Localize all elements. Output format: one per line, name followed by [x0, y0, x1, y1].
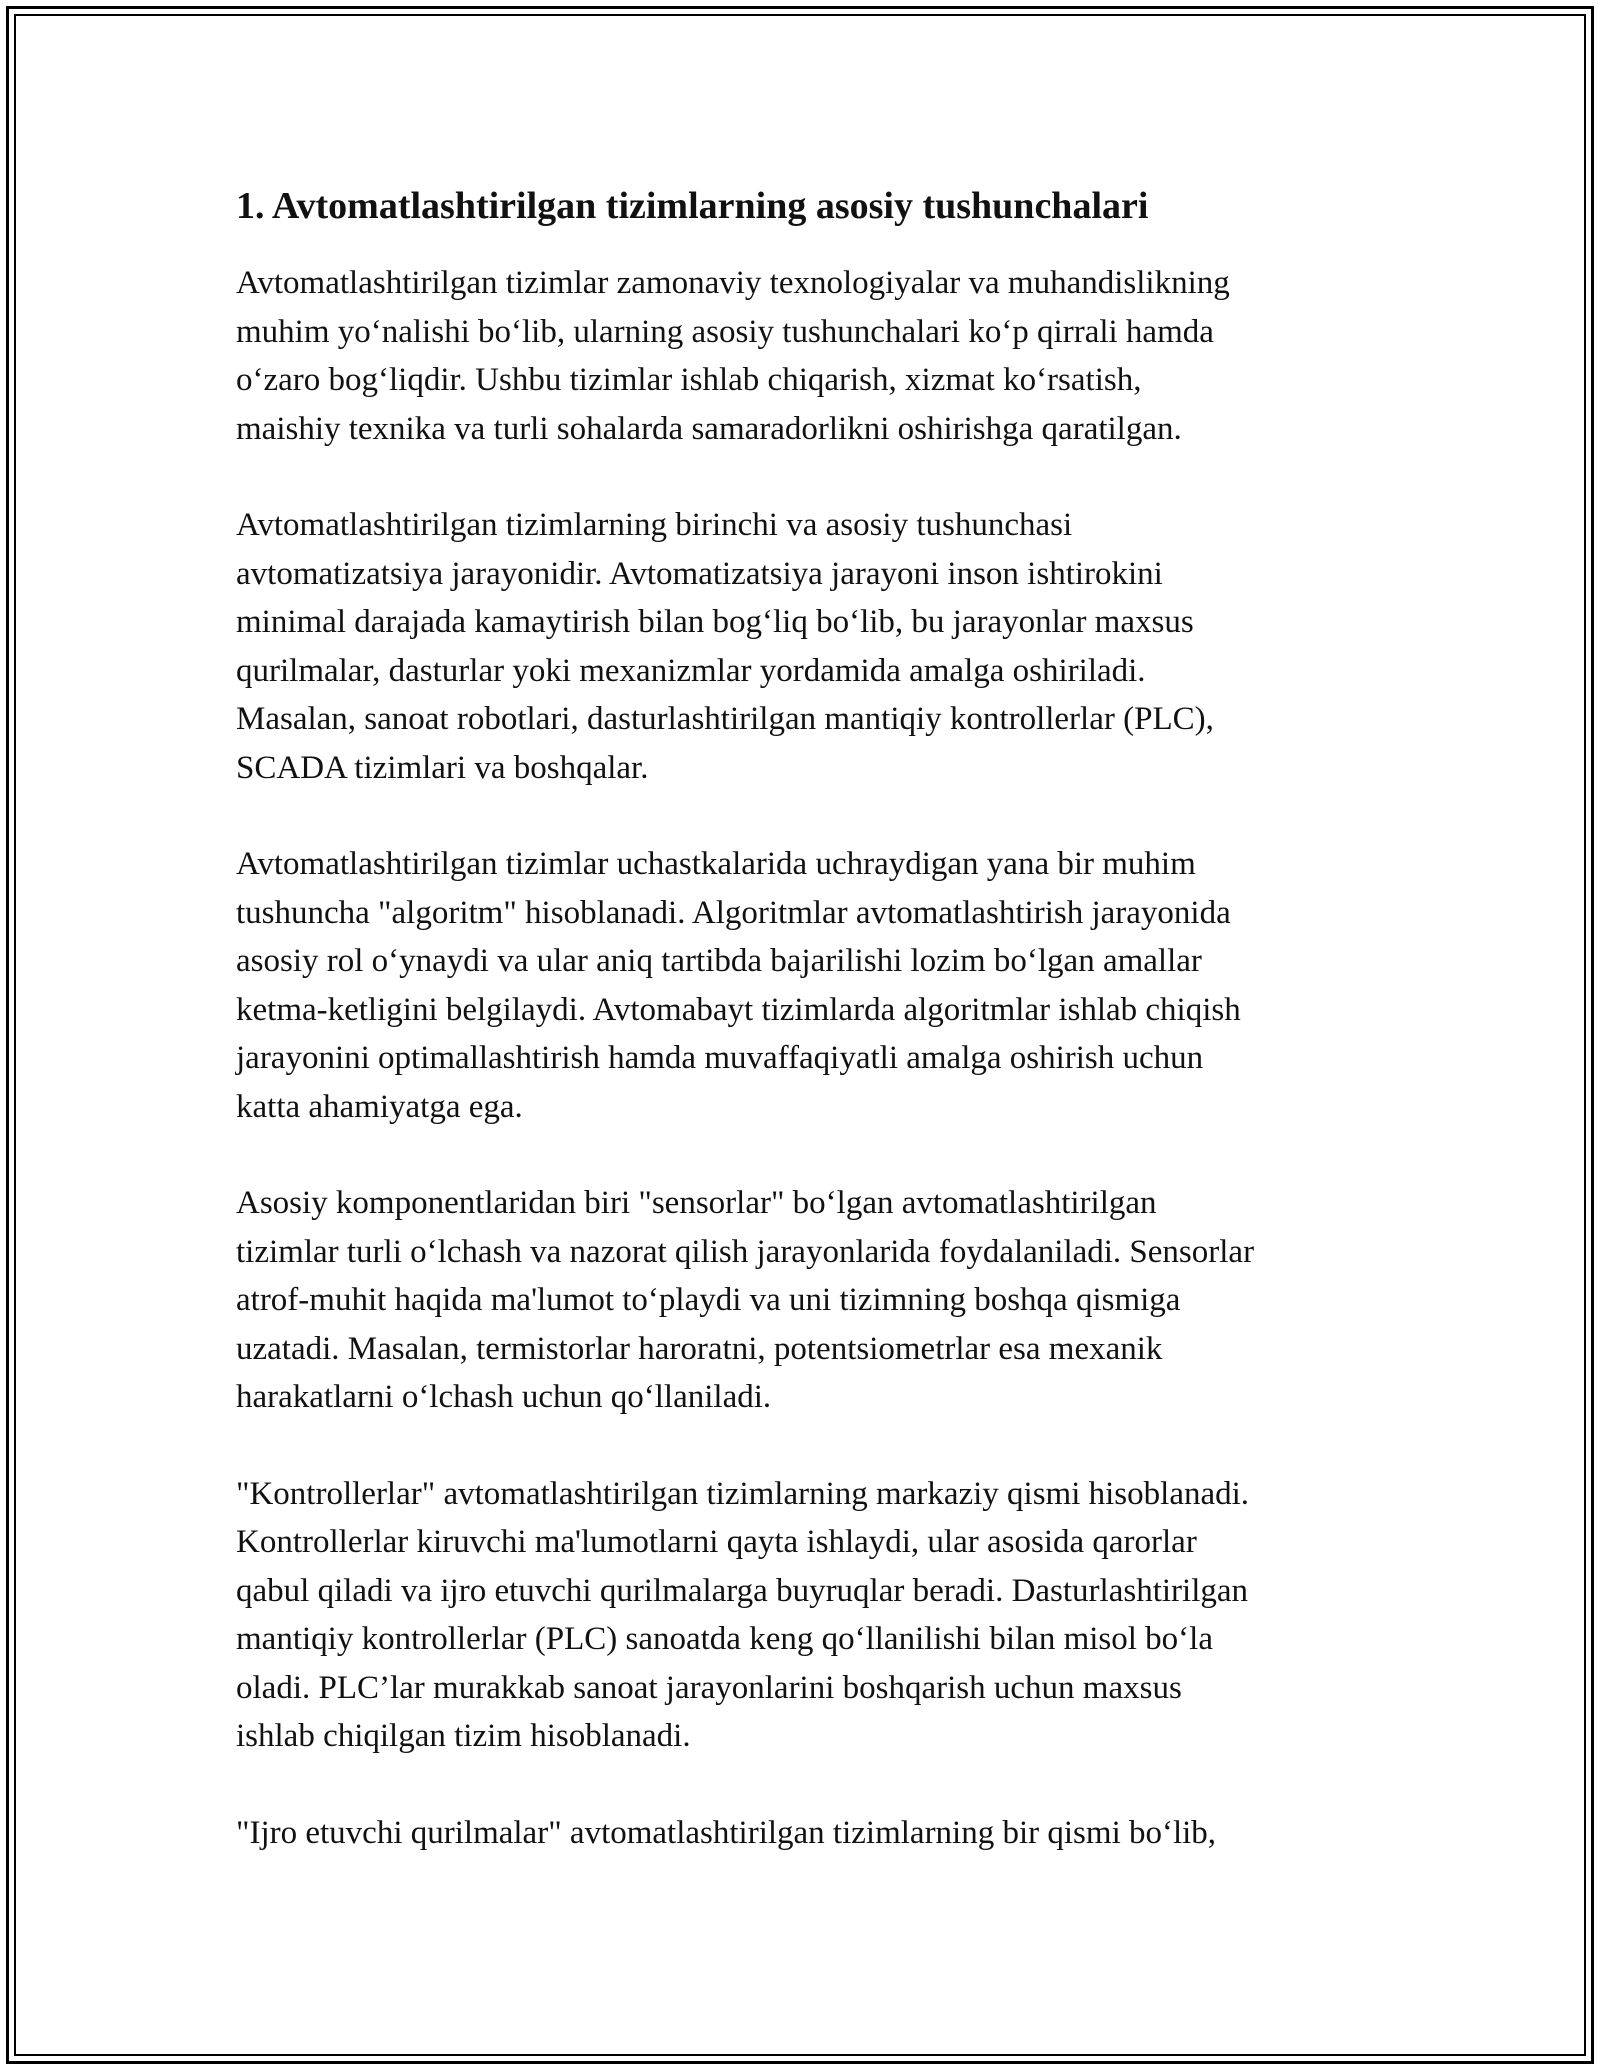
text-line: SCADA tizimlari va boshqalar.: [236, 749, 649, 786]
text-line: mantiqiy kontrollerlar (PLC) sanoatda keng qo‘llanilishi bilan misol bo‘la: [236, 1621, 1213, 1657]
text-line: maishiy texnika va turli sohalarda samaradorlikni oshirishga qaratilgan.: [236, 410, 1182, 447]
text-line: tushuncha "algoritm" hisoblanadi. Algoritmlar avtomatlashtirish jarayonida: [236, 894, 1231, 931]
document-body: [236, 183, 1386, 1905]
text-line: atrof-muhit haqida ma'lumot to‘playdi va uni tizimning boshqa qismiga: [236, 1282, 1181, 1318]
text-line: oladi. PLC’lar murakkab sanoat jarayonlarini boshqarish uchun maxsus: [236, 1669, 1182, 1706]
text-line: ketma-ketligini belgilaydi. Avtomabayt tizimlarda algoritmlar ishlab chiqish: [236, 991, 1241, 1028]
text-line: Avtomatlashtirilgan tizimlar zamonaviy texnologiyalar va muhandislikning: [236, 265, 1230, 301]
text-line: qabul qiladi va ijro etuvchi qurilmalarga buyruqlar beradi. Dasturlashtirilgan: [236, 1572, 1249, 1609]
paragraph-4: [236, 1179, 1386, 1422]
text-line: muhim yo‘nalishi bo‘lib, ularning asosiy tushunchalari ko‘p qirrali hamda: [236, 313, 1214, 350]
text-line: "Ijro etuvchi qurilmalar" avtomatlashtirilgan tizimlarning bir qismi bo‘lib,: [236, 1814, 1217, 1851]
text-line: katta ahamiyatga ega.: [236, 1088, 523, 1125]
text-line: avtomatizatsiya jarayonidir. Avtomatizatsiya jarayoni inson ishtirokini: [236, 555, 1163, 592]
section-heading: 1. Avtomatlashtirilgan tizimlarning asosiy tushunchalari: [236, 185, 1149, 227]
text-line: qurilmalar, dasturlar yoki mexanizmlar yordamida amalga oshiriladi.: [236, 652, 1146, 689]
paragraph-1: [236, 259, 1386, 453]
text-line: jarayonini optimallashtirish hamda muvaffaqiyatli amalga oshirish uchun: [236, 1040, 1204, 1076]
text-line: Kontrollerlar kiruvchi ma'lumotlarni qayta ishlaydi, ular asosida qarorlar: [236, 1524, 1197, 1560]
text-line: Masalan, sanoat robotlari, dasturlashtirilgan mantiqiy kontrollerlar (PLC),: [236, 701, 1214, 737]
text-line: "Kontrollerlar" avtomatlashtirilgan tizimlarning markaziy qismi hisoblanadi.: [236, 1475, 1250, 1512]
text-line: asosiy rol o‘ynaydi va ular aniq tartibda bajarilishi lozim bo‘lgan amallar: [236, 943, 1202, 979]
text-line: tizimlar turli o‘lchash va nazorat qilish jarayonlarida foydalaniladi. Sensorlar: [236, 1233, 1255, 1270]
paragraph-2: [236, 501, 1386, 792]
paragraph-3: [236, 840, 1386, 1131]
text-line: uzatadi. Masalan, termistorlar haroratni, potentsiometrlar esa mexanik: [236, 1330, 1163, 1367]
text-line: ishlab chiqilgan tizim hisoblanadi.: [236, 1718, 691, 1754]
paragraph-5: [236, 1470, 1386, 1761]
paragraph-6: [236, 1809, 1386, 1858]
text-line: Avtomatlashtirilgan tizimlarning birinchi va asosiy tushunchasi: [236, 507, 1073, 543]
text-line: Asosiy komponentlaridan biri "sensorlar" bo‘lgan avtomatlashtirilgan: [236, 1185, 1157, 1221]
text-line: harakatlarni o‘lchash uchun qo‘llaniladi.: [236, 1379, 772, 1415]
text-line: o‘zaro bog‘liqdir. Ushbu tizimlar ishlab chiqarish, xizmat ko‘rsatish,: [236, 362, 1142, 398]
text-line: minimal darajada kamaytirish bilan bog‘liq bo‘lib, bu jarayonlar maxsus: [236, 604, 1194, 640]
text-line: Avtomatlashtirilgan tizimlar uchastkalarida uchraydigan yana bir muhim: [236, 846, 1196, 882]
